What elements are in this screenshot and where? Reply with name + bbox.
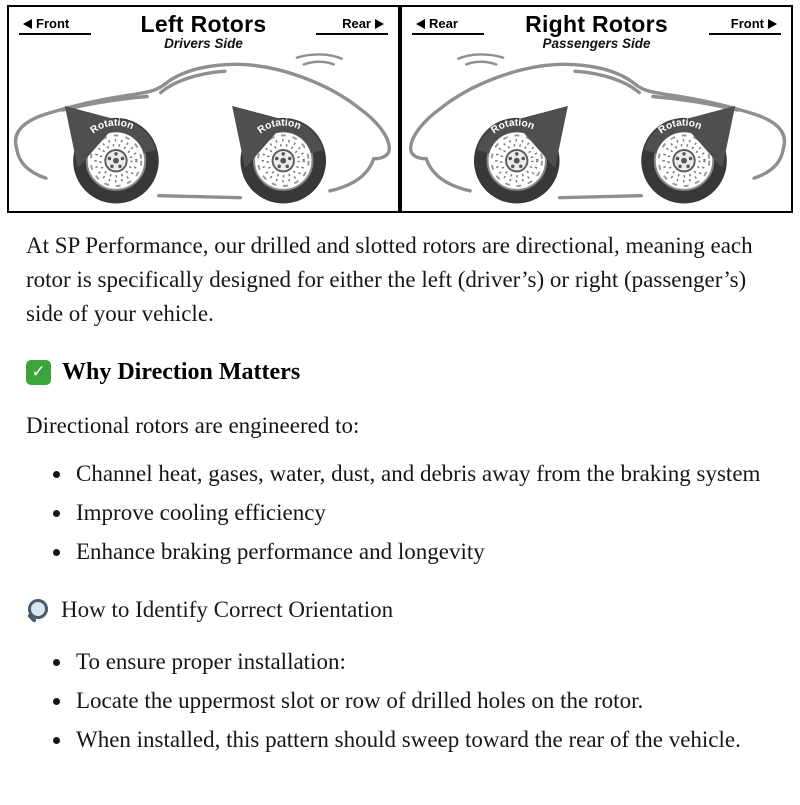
section-heading-identify-orientation bbox=[26, 593, 774, 627]
front-direction-label bbox=[19, 16, 91, 35]
arrow-right-icon bbox=[768, 19, 777, 29]
list-item: • Enhance braking performance and longevity bbox=[73, 535, 774, 569]
right-rotors-panel bbox=[400, 5, 793, 213]
benefits-list bbox=[73, 457, 774, 569]
page bbox=[0, 5, 800, 805]
list-item: • To ensure proper installation: bbox=[73, 645, 774, 679]
rotation-label: Rotation bbox=[656, 117, 704, 137]
rear-direction-label bbox=[316, 16, 388, 35]
section-lead: Directional rotors are engineered to: bbox=[26, 412, 360, 438]
car-illustration-right bbox=[402, 51, 791, 213]
arrow-left-icon bbox=[416, 19, 425, 29]
rotor-direction-diagram bbox=[7, 5, 793, 213]
panel-title: Right Rotors bbox=[525, 11, 668, 37]
direction-text: Rear bbox=[429, 16, 458, 31]
list-item: • Improve cooling efficiency bbox=[73, 496, 774, 530]
rotation-label: Rotation bbox=[489, 117, 536, 137]
article-body bbox=[0, 213, 800, 757]
section-heading-text: Why Direction Matters bbox=[62, 359, 301, 386]
left-rotors-panel bbox=[7, 5, 400, 213]
rotation-label: Rotation bbox=[255, 117, 303, 137]
car-illustration-left bbox=[9, 51, 398, 213]
panel-title: Left Rotors bbox=[140, 11, 267, 37]
panel-subtitle: Passengers Side bbox=[542, 36, 651, 52]
direction-text: Front bbox=[730, 16, 764, 31]
orientation-list bbox=[73, 645, 774, 757]
direction-text: Rear bbox=[342, 16, 371, 31]
front-direction-label bbox=[709, 16, 781, 35]
list-item: • Channel heat, gases, water, dust, and debris away from the braking system bbox=[73, 457, 774, 491]
list-item: • Locate the uppermost slot or row of drilled holes on the rotor. bbox=[73, 684, 774, 718]
section-heading-why-direction-matters bbox=[26, 355, 774, 391]
car-body-outline bbox=[16, 54, 390, 197]
arrow-left-icon bbox=[23, 19, 32, 29]
car-body-outline bbox=[411, 54, 785, 197]
panel-subtitle: Drivers Side bbox=[164, 36, 243, 52]
magnifier-icon bbox=[26, 598, 50, 622]
rotation-label: Rotation bbox=[88, 117, 136, 137]
direction-text: Front bbox=[36, 16, 70, 31]
rear-direction-label bbox=[412, 16, 484, 35]
intro-paragraph: At SP Performance, our drilled and slotted rotors are directional, meaning each rotor is specifically designed for either the left (driver’s) or right (passenger’s) side of your vehicle. bbox=[26, 233, 753, 327]
section-heading-text: How to Identify Correct Orientation bbox=[61, 596, 394, 622]
list-item: • When installed, this pattern should sweep toward the rear of the vehicle. bbox=[73, 723, 774, 757]
check-icon bbox=[26, 360, 51, 385]
arrow-right-icon bbox=[375, 19, 384, 29]
